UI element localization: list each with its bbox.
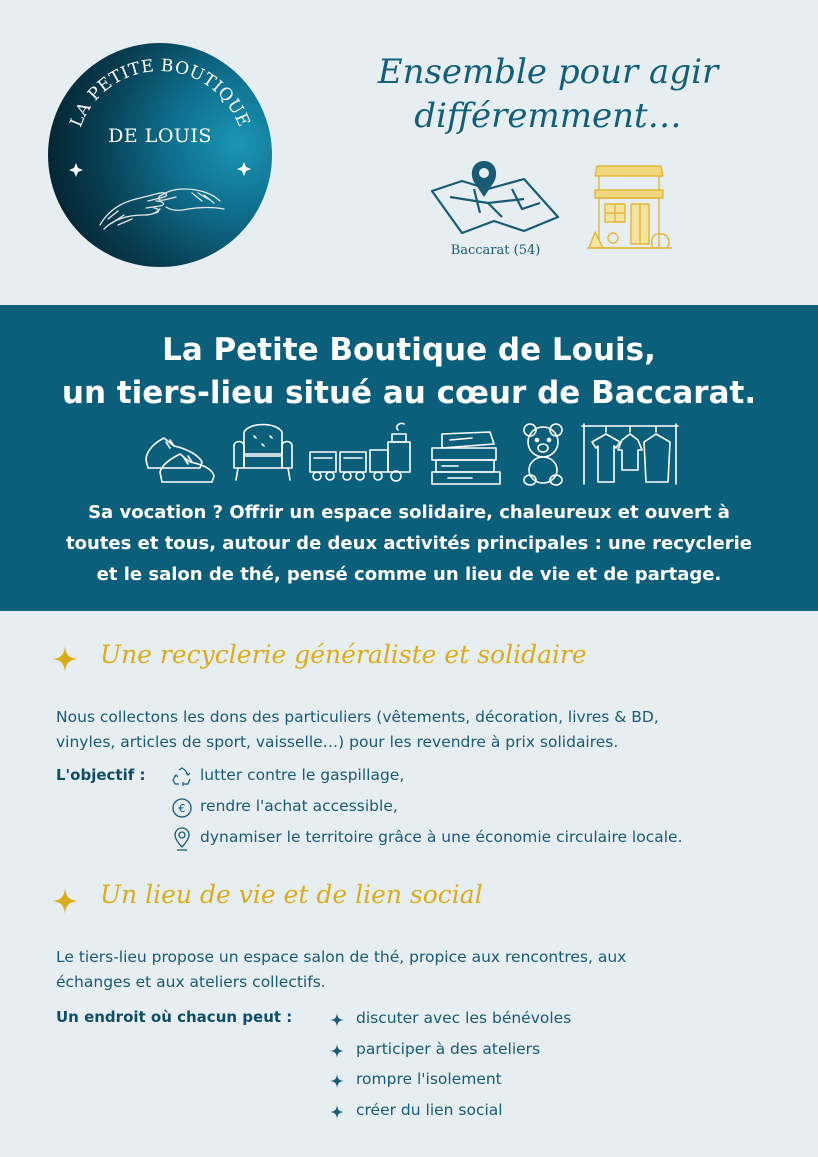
sparkle-icon [237, 162, 251, 176]
sparkle-icon [69, 163, 83, 177]
band-text [22, 497, 796, 590]
endroit-label: Un endroit où chacun peut : [56, 1008, 293, 1026]
sneakers-icon [146, 438, 214, 482]
logo-arc-text: LA PETITE BOUTIQUE [66, 55, 254, 131]
objective-item: lutter contre le gaspillage, [200, 766, 405, 784]
headline-line: différemment… [414, 96, 682, 136]
band-text-line: et le salon de thé, pensé comme un lieu de vie et de partage. [96, 564, 722, 585]
hands-icon [100, 189, 224, 229]
sparkle-bullet-icon [330, 1013, 344, 1027]
svg-text:LA PETITE BOUTIQUE [66, 56, 253, 130]
sparkle-bullet-icon [330, 1105, 344, 1119]
svg-text:€: € [178, 802, 186, 815]
objective-item: dynamiser le territoire grâce à une économie circulaire locale. [200, 828, 683, 846]
band-title-line: La Petite Boutique de Louis, [162, 332, 656, 368]
sparkle-bullet-icon [330, 1044, 344, 1058]
band-text-line: toutes et tous, autour de deux activités principales : une recyclerie [66, 533, 752, 554]
euro-coin-icon [171, 797, 193, 819]
gold-sparkle-icon [51, 887, 79, 915]
logo-graphic [48, 43, 272, 267]
band-title-line: un tiers-lieu situé au cœur de Baccarat. [61, 375, 757, 411]
books-icon [432, 432, 500, 484]
section-paragraph [56, 945, 756, 995]
section-title-lien-social: Un lieu de vie et de lien social [100, 880, 483, 909]
map-icon [428, 155, 563, 237]
location-pin-icon [173, 826, 191, 852]
toy-train-icon [310, 423, 410, 481]
recycle-icon [171, 766, 193, 788]
sparkle-bullet-icon [330, 1074, 344, 1088]
shop-icon [587, 162, 672, 252]
headline [318, 50, 778, 138]
paragraph-line: Le tiers-lieu propose un espace salon de thé, propice aux rencontres, aux [56, 948, 627, 966]
section-paragraph [56, 705, 756, 755]
logo [48, 43, 272, 267]
endroit-item: participer à des ateliers [356, 1040, 541, 1058]
band-icons [140, 420, 685, 490]
clothes-rack-icon [582, 424, 678, 484]
gold-sparkle-icon [51, 645, 79, 673]
endroit-item: créer du lien social [356, 1101, 503, 1119]
section-title-recyclerie: Une recyclerie généraliste et solidaire [100, 640, 587, 669]
paragraph-line: Nous collectons les dons des particuliers (vêtements, décoration, livres & BD, [56, 708, 659, 726]
band-text-line: Sa vocation ? Offrir un espace solidaire, chaleureux et ouvert à [88, 502, 730, 523]
paragraph-line: échanges et aux ateliers collectifs. [56, 973, 326, 991]
teddy-bear-icon [524, 424, 562, 485]
header-area [0, 0, 818, 305]
endroit-item: discuter avec les bénévoles [356, 1009, 572, 1027]
band-title [0, 329, 818, 415]
paragraph-line: vinyles, articles de sport, vaisselle…) pour les revendre à prix solidaires. [56, 733, 619, 751]
intro-band [0, 305, 818, 611]
map-label: Baccarat (54) [450, 243, 541, 258]
endroit-item: rompre l'isolement [356, 1070, 502, 1088]
armchair-icon [234, 425, 292, 481]
objective-item: rendre l'achat accessible, [200, 797, 398, 815]
objective-label: L'objectif : [56, 766, 146, 784]
headline-line: Ensemble pour agir [377, 52, 719, 92]
logo-sub-text: DE LOUIS [108, 125, 212, 147]
